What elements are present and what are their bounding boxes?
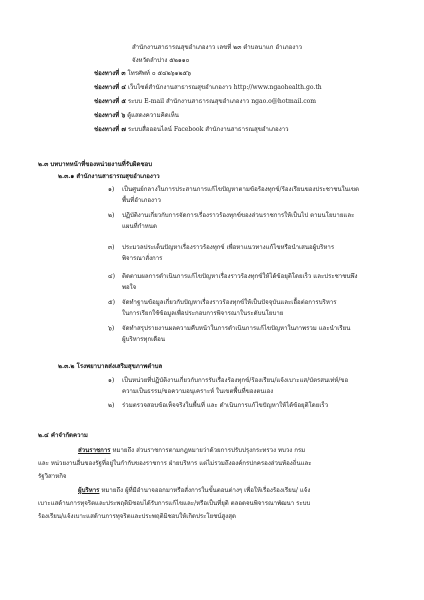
channel-7-text: ระบบสื่อออนไลน์ Facebook สำนักงานสาธารณสุขอำเภองาว: [127, 126, 289, 133]
item-line: ร่วมตรวจสอบข้อเท็จจริงในพื้นที่ และ ดำเนินการแก้ไขปัญหาให้ได้ข้อยุติโดยเร็ว: [122, 402, 329, 409]
item-number: ๖): [108, 325, 115, 332]
item-line: จัดทำสรุปรายงานผลความคืบหน้าในการดำเนินการแก้ไขปัญหาในภาพรวม และนำเรียน: [122, 325, 351, 332]
item-number: ๓): [108, 244, 115, 251]
item-number: ๔): [108, 273, 115, 280]
channel-3: [94, 69, 191, 78]
section-2-3-1-heading: ๒.๓.๑ สำนักงานสาธารณสุขอำเภองาว: [58, 173, 160, 180]
channel-4-label: ช่องทางที่ ๔: [94, 84, 126, 91]
item-line: พอใจ: [122, 284, 137, 291]
item-line: เป็นศูนย์กลางในการประสานการแก้ไขปัญหาตามข้อร้องทุกข์/ร้องเรียนของประชาชนในเขต: [122, 186, 359, 193]
definition-1-line-3: รัฐวิสาหกิจ: [38, 473, 67, 480]
channel-4: [94, 83, 322, 92]
channel-6-label: ช่องทางที่ ๖: [94, 112, 126, 119]
item-line: ผู้บริหารทุกเดือน: [122, 336, 165, 343]
channel-6: [94, 111, 179, 120]
term-government-agency: ส่วนราชการ: [78, 447, 111, 454]
item-line: ความเป็นธรรม/ขอความอนุเคราะห์ ในเขตพื้นที่ของตนเอง: [122, 388, 274, 395]
section-2-3-heading: ๒.๓ บทบาทหน้าที่ของหน่วยงานที่รับผิดชอบ: [38, 161, 153, 168]
channel-5: [94, 97, 316, 106]
item-line: แผนที่กำหนด: [122, 223, 157, 230]
section-2-4-heading: ๒.๔ คำจำกัดความ: [38, 432, 88, 439]
definition-1-line-1: [78, 446, 305, 455]
term-executive: ผู้บริหาร: [78, 487, 100, 494]
channel-5-text: ระบบ E-mail สำนักงานสาธารณสุขอำเภองาว ngao.o@hotmail.com: [127, 98, 317, 105]
item-line: ปฏิบัติงานเกี่ยวกับการจัดการเรื่องราวร้องทุกข์ของส่วนราชการให้เป็นไป ตามนโยบายและ: [122, 212, 355, 219]
channel-5-label: ช่องทางที่ ๕: [94, 98, 126, 105]
definition-2-line-3: ร้องเรียน/แจ้งเบาะแสด้านการทุจริตและประพฤติมิชอบให้เกิดประโยชน์สูงสุด: [38, 513, 236, 520]
item-line: ในการเรียกใช้ข้อมูลเพื่อประกอบการพิจารณาในระดับนโยบาย: [122, 310, 284, 317]
item-number: ๑): [108, 186, 115, 193]
definition-1-line-2: และ หน่วยงานอื่นของรัฐที่อยู่ในกำกับของราชการ ฝ่ายบริหาร แต่ไม่รวมถึงองค์กรปกครองส่วนท้องถิ่นและ: [38, 460, 312, 467]
definition-2-line-2: เบาะแสด้านการทุจริตและประพฤติมิชอบได้รับการแก้ไขและ/หรือเป็นที่ยุติ ตลอดจนพิจารณาพัฒนา ระบบ: [38, 500, 311, 507]
address-line-1: สำนักงานสาธารณสุขอำเภองาว เลขที่ ๒๓ ตำบลนาแก อำเภองาว: [132, 44, 303, 51]
item-line: ประมวลประเด็นปัญหาเรื่องราวร้องทุกข์ เพื่อหาแนวทางแก้ไขหรือนำเสนอผู้บริหาร: [122, 244, 335, 251]
address-line-2: จังหวัดลำปาง ๕๒๑๑๐: [132, 57, 190, 64]
channel-6-text: ตู้แสดงความคิดเห็น: [127, 112, 179, 119]
channel-4-text: เว็บไซต์สำนักงานสาธารณสุขอำเภองาว http://www.ngaohealth.go.th: [127, 84, 322, 91]
definition-text: หมายถึง ผู้ที่มีอำนาจออกมาหรือสั่งการในขั้นตอนต่างๆ เพื่อให้เรื่องร้องเรียน/ แจ้ง: [99, 487, 311, 494]
item-line: พื้นที่อำเภองาว: [122, 197, 161, 204]
item-line: ติดตามผลการดำเนินการแก้ไขปัญหาเรื่องราวร้องทุกข์ให้ได้ข้อยุติโดยเร็ว และประชาชนพึง: [122, 273, 358, 280]
item-number: ๒): [108, 212, 115, 219]
channel-7: [94, 125, 289, 134]
definition-2-line-1: [78, 486, 310, 495]
channel-3-label: ช่องทางที่ ๓: [94, 70, 126, 77]
item-line: เป็นหน่วยที่ปฏิบัติงานเกี่ยวกับการรับเรื่องร้องทุกข์/ร้องเรียน/แจ้งเบาะแส/บัตรสนเท่ห์/ขอ: [122, 377, 349, 384]
item-number: ๕): [108, 299, 115, 306]
item-line: พิจารณาสั่งการ: [122, 255, 163, 262]
channel-7-label: ช่องทางที่ ๗: [94, 126, 126, 133]
channel-3-text: โทรศัพท์ ๐ ๕๔๒๖๑๒๕๖: [127, 70, 191, 77]
definition-text: หมายถึง ส่วนราชการตามกฎหมายว่าด้วยการปรับปรุงกระทรวง ทบวง กรม: [110, 447, 306, 454]
item-line: จัดทำฐานข้อมูลเกี่ยวกับปัญหาเรื่องราวร้องทุกข์ให้เป็นปัจจุบันและเอื้อต่อการบริหาร: [122, 299, 337, 306]
item-number: ๑): [108, 377, 115, 384]
section-2-3-2-heading: ๒.๓.๒ โรงพยาบาลส่งเสริมสุขภาพตำบล: [58, 363, 163, 370]
item-number: ๒): [108, 402, 115, 409]
